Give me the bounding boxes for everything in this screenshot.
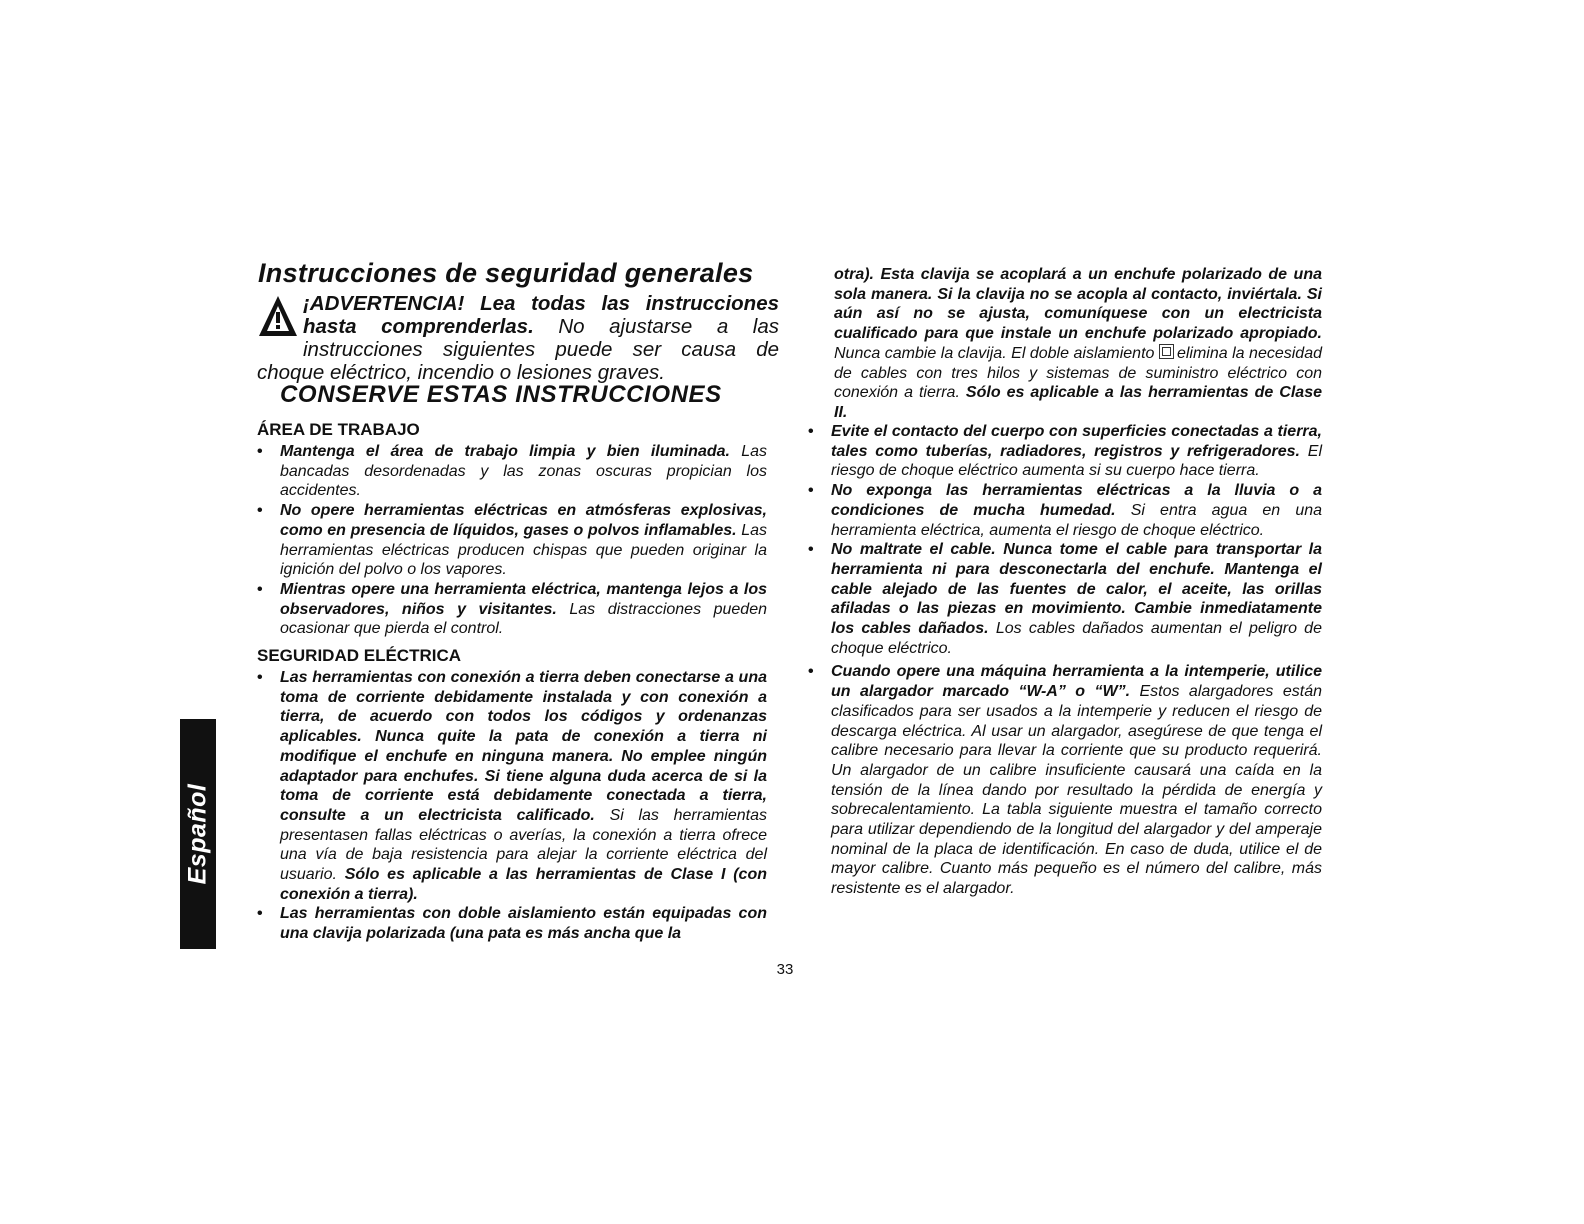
item-bold: Las herramientas con doble aislamiento están equipadas con una clavija polarizada (una pata es más ancha que la: [280, 905, 767, 943]
list-item: [257, 904, 767, 943]
item-text: Las bancadas desordenadas y las zonas oscuras propician los accidentes.: [280, 443, 767, 500]
list-item: [257, 668, 767, 904]
list-item: [257, 501, 767, 580]
warning-body: No ajustarse a las instrucciones siguientes puede ser causa de choque eléctrico, incendio o lesiones graves.: [257, 315, 779, 384]
item-bold: Mientras opere una herramienta eléctrica, mantenga lejos a los observadores, niños y visitantes.: [280, 580, 767, 618]
item-bold: No maltrate el cable. Nunca tome el cable para transportar la herramienta ni para desconectarla del enchufe. Mantenga el cable alejado de las fuentes de calor, el aceite, las orillas afiladas o las piezas en movimiento. Cambie inmediatamente los cables dañados.: [831, 541, 1322, 638]
work-area-list: [257, 442, 767, 639]
list-item: [257, 442, 767, 501]
continuation-text-2: elimina la necesidad de cables con tres hilos y sistemas de suministro eléctrico con conexión a tierra.: [834, 344, 1323, 402]
page-number: 33: [776, 961, 794, 978]
item-text: Si entra agua en una herramienta eléctrica, aumenta el riesgo de choque eléctrico.: [831, 501, 1323, 539]
right-column-list: [808, 422, 1322, 899]
continuation-paragraph: [834, 265, 1322, 423]
item-text: Las distracciones pueden ocasionar que pierda el control.: [280, 600, 767, 638]
warning-triangle-icon: [257, 294, 299, 340]
list-item: [808, 481, 1322, 540]
item-bold: Evite el contacto del cuerpo con superficies conectadas a tierra, tales como tuberías, radiadores, registros y refrigeradores.: [831, 423, 1322, 460]
item-text: El riesgo de choque eléctrico aumenta si su cuerpo hace tierra.: [831, 442, 1323, 480]
conserve-heading: CONSERVE ESTAS INSTRUCCIONES: [280, 381, 722, 408]
warning-lead: ¡ADVERTENCIA! Lea todas las instrucciones hasta comprenderlas.: [303, 292, 779, 338]
item-bold: Mantenga el área de trabajo limpia y bien iluminada.: [280, 443, 730, 460]
section-heading-area-de-trabajo: ÁREA DE TRABAJO: [257, 420, 420, 439]
item-text: Las herramientas eléctricas producen chispas que pueden originar la ignición del polvo o los vapores.: [280, 521, 767, 579]
section-heading-seguridad-electrica: SEGURIDAD ELÉCTRICA: [257, 646, 462, 665]
item-bold: No exponga las herramientas eléctricas a la lluvia o a condiciones de mucha humedad.: [831, 482, 1322, 519]
item-bold: Las herramientas con conexión a tierra deben conectarse a una toma de corriente debidamente instalada y con conexión a tierra, de acuerdo con todos los códigos y ordenanzas aplicables. Nunca quite la pata de conexión a tierra ni modifique el enchufe en ninguna manera. No emplee ningún adaptador para enchufes. Si tiene alguna duda acerca de si la toma de corriente está debidamente conectada a tierra, consulte a un electricista calificado.: [280, 669, 767, 824]
item-text: Si las herramientas presentasen fallas eléctricas o averías, la conexión a tierra ofrece una vía de baja resistencia para alejar la corriente eléctrica del usuario.: [280, 806, 767, 884]
continuation-bold-2: Sólo es aplicable a las herramientas de Clase II.: [834, 384, 1323, 421]
list-item: [808, 662, 1322, 898]
item-bold: No opere herramientas eléctricas en atmósferas explosivas, como en presencia de líquidos, gases o polvos inflamables.: [280, 502, 767, 539]
list-item: [257, 580, 767, 639]
continuation-bold: otra). Esta clavija se acoplará a un enchufe polarizado de una sola manera. Si la clavija no se acopla al contacto, inviértala. Si aún así no se ajusta, comuníquese con un electricista cualificado para que instale un enchufe polarizado apropiado.: [834, 266, 1322, 343]
electrical-safety-list: [257, 668, 767, 944]
double-insulation-icon: [1159, 344, 1174, 359]
page-title: Instrucciones de seguridad generales: [258, 258, 754, 288]
continuation-text: Nunca cambie la clavija. El doble aislamiento: [834, 344, 1155, 362]
item-bold-2: Sólo es aplicable a las herramientas de Clase I (con conexión a tierra).: [280, 866, 767, 903]
warning-block: [257, 292, 779, 384]
list-item: [808, 422, 1322, 481]
item-text: Estos alargadores están clasificados para ser usados a la intemperie y reducen el riesgo de descarga eléctrica. Al usar un alargador, asegúrese de que tenga el calibre necesario para llevar la corriente que su producto requerirá. Un alargador de un calibre insuficiente causará una caída en la tensión de la línea dando por resultado la pérdida de energía y sobrecalentamiento. La tabla siguiente muestra el tamaño correcto para utilizar dependiendo de la longitud del alargador y del amperaje nominal de la placa de identificación. En caso de duda, utilice el de mayor calibre. Cuanto más pequeño es el número del calibre, más resistente es el alargador.: [831, 683, 1323, 898]
list-item: [808, 540, 1322, 658]
item-bold: Cuando opere una máquina herramienta a la intemperie, utilice un alargador marcado “W-A” o “W”.: [831, 663, 1322, 701]
side-tab-label: Español: [183, 783, 212, 885]
language-side-tab: [180, 719, 216, 949]
item-text: Los cables dañados aumentan el peligro de choque eléctrico.: [831, 620, 1322, 657]
